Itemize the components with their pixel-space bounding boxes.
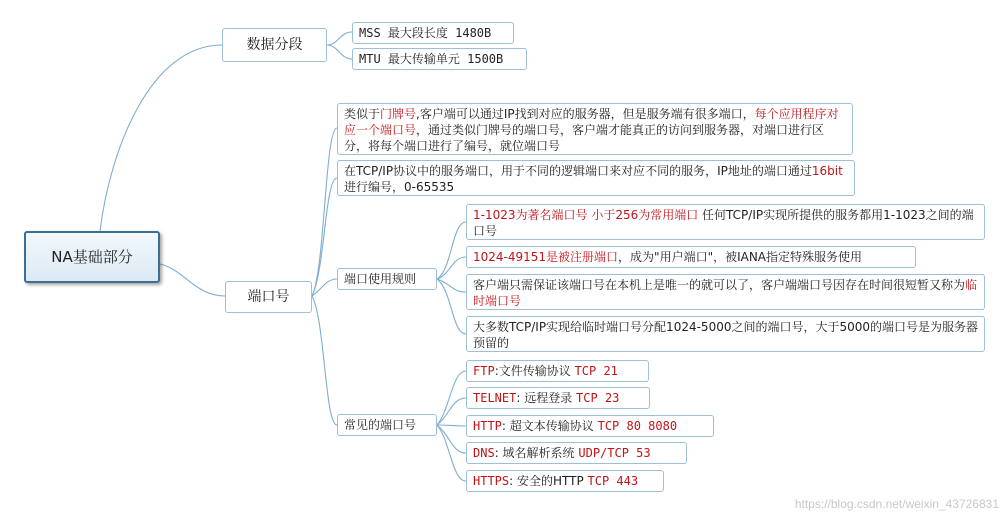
dns-desc: : 域名解析系统 bbox=[494, 446, 579, 460]
link-common-https bbox=[437, 425, 466, 481]
rules-node[interactable]: 端口使用规则 bbox=[337, 268, 437, 290]
port-item-https[interactable] bbox=[466, 470, 664, 492]
http-name: HTTP bbox=[473, 419, 502, 433]
ftp-name: FTP bbox=[473, 364, 495, 378]
watermark-url: https://blog.csdn.net/weixin_43726831 bbox=[794, 497, 999, 511]
rule-ephemeral[interactable] bbox=[466, 274, 985, 310]
port-item-http[interactable] bbox=[466, 415, 714, 437]
desc1-text-c: ，通过类似门牌号的端口号，客户端才能真正的访问到服务器，对端口进行区分，将每个端口进行了编号，就位端口号 bbox=[344, 123, 825, 153]
segment-node[interactable]: 数据分段 bbox=[222, 28, 327, 62]
rule-range[interactable]: 大多数TCP/IP实现给临时端口号分配1024-5000之间的端口号，大于5000的端口号是为服务器预留的 bbox=[466, 316, 985, 352]
desc2-text-b: 进行编号，0-65535 bbox=[344, 180, 455, 194]
link-common-dns bbox=[437, 425, 466, 453]
port-description-1[interactable] bbox=[337, 103, 853, 155]
common-ports-node[interactable]: 常见的端口号 bbox=[337, 414, 437, 436]
port-item-ftp[interactable] bbox=[466, 360, 649, 382]
root-node[interactable]: NA基础部分 bbox=[24, 231, 160, 283]
telnet-name: TELNET bbox=[473, 391, 517, 405]
rule-registered[interactable] bbox=[466, 246, 916, 268]
port-item-telnet[interactable] bbox=[466, 387, 650, 409]
port-node[interactable]: 端口号 bbox=[225, 281, 312, 313]
link-port-desc1 bbox=[312, 128, 337, 296]
desc2-text-a: 在TCP/IP协议中的服务端口，用于不同的逻辑端口来对应不同的服务，IP地址的端口通过 bbox=[344, 164, 812, 178]
link-rules-r1 bbox=[437, 222, 466, 279]
ftp-desc: :文件传输协议 bbox=[494, 364, 575, 378]
port-item-dns[interactable] bbox=[466, 442, 687, 464]
telnet-port: TCP 23 bbox=[576, 391, 620, 405]
dns-name: DNS bbox=[473, 446, 495, 460]
link-common-http bbox=[437, 425, 466, 426]
mtu-node[interactable]: MTU 最大传输单元 1500B bbox=[352, 48, 527, 70]
link-common-telnet bbox=[437, 398, 466, 425]
rule2-highlight: 1024-49151是被注册端口 bbox=[473, 250, 619, 264]
https-port: TCP 443 bbox=[587, 474, 639, 488]
http-desc: : 超文本传输协议 bbox=[501, 419, 598, 433]
dns-port: UDP/TCP 53 bbox=[578, 446, 651, 460]
rule3-text: 客户端只需保证该端口号在本机上是唯一的就可以了，客户端端口号因存在时间很短暂又称为 bbox=[473, 278, 966, 292]
ftp-port: TCP 21 bbox=[574, 364, 618, 378]
https-name: HTTPS bbox=[473, 474, 510, 488]
telnet-desc: : 远程登录 bbox=[516, 391, 577, 405]
rule-well-known[interactable] bbox=[466, 204, 985, 240]
link-root-segment bbox=[100, 45, 222, 231]
rule1-text: 任何TCP/IP实现所提供的服务都用1-1023之间的端口号 bbox=[473, 208, 974, 238]
link-segment-mtu bbox=[327, 45, 352, 59]
desc2-highlight-16bit: 16bit bbox=[811, 164, 843, 178]
port-description-2[interactable] bbox=[337, 160, 855, 196]
desc1-highlight-app-port: 每个应用程序对应一个端口号 bbox=[344, 107, 839, 137]
http-port: TCP 80 8080 bbox=[597, 419, 678, 433]
link-rules-r3 bbox=[437, 279, 466, 292]
rule1-highlight: 1-1023为著名端口号 小于256为常用端口 bbox=[473, 208, 699, 222]
desc1-text-a: 类似于 bbox=[344, 107, 381, 121]
link-root-port bbox=[160, 264, 225, 296]
rule3-highlight: 临时端口号 bbox=[473, 278, 978, 308]
link-common-ftp bbox=[437, 371, 466, 425]
desc1-highlight-doorplate: 门牌号 bbox=[380, 107, 417, 121]
link-port-common bbox=[312, 296, 337, 425]
mss-node[interactable]: MSS 最大段长度 1480B bbox=[352, 22, 514, 44]
link-port-desc2 bbox=[312, 178, 337, 296]
rule2-text: ，成为"用户端口"，被IANA指定特殊服务使用 bbox=[618, 250, 863, 264]
https-desc: : 安全的HTTP bbox=[509, 474, 588, 488]
desc1-text-b: ,客户端可以通过IP找到对应的服务器，但是服务端有很多端口， bbox=[416, 107, 755, 121]
link-segment-mss bbox=[327, 32, 352, 45]
